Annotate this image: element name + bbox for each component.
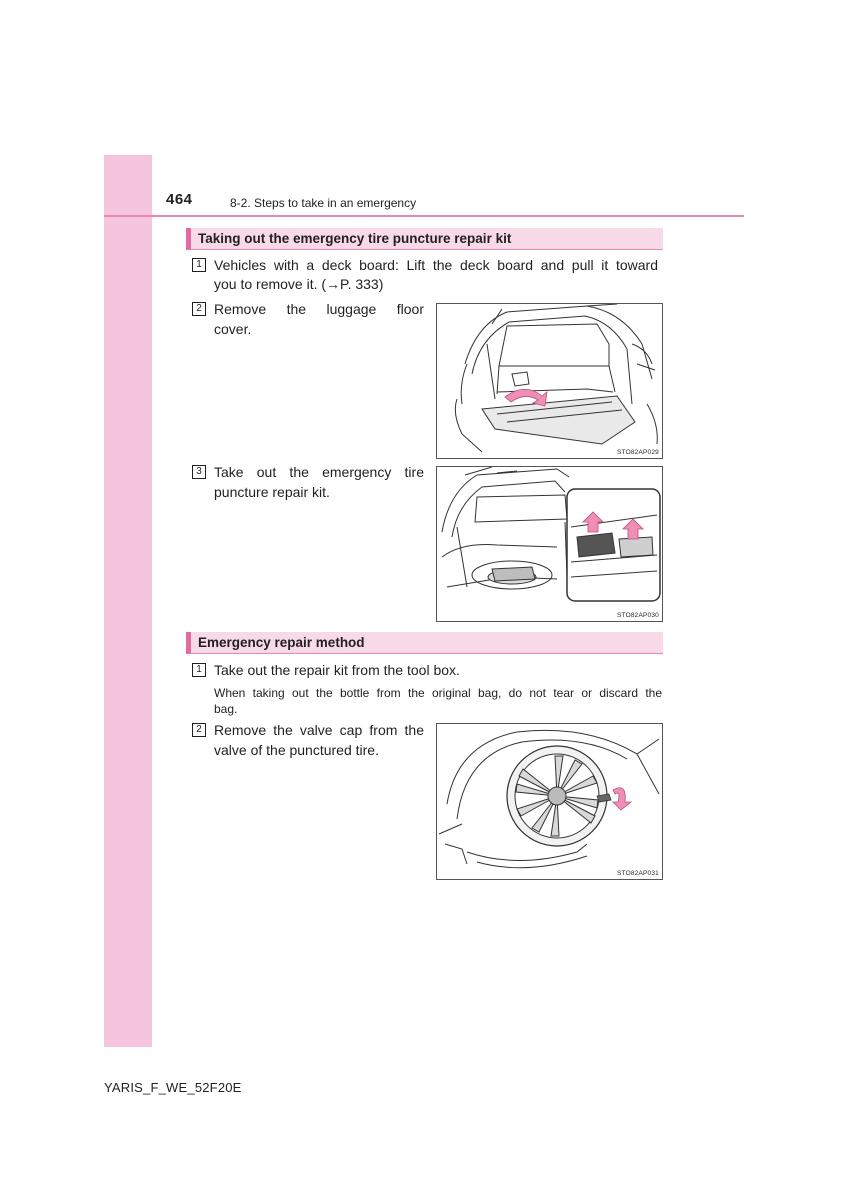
section-heading-emergency-repair	[186, 632, 663, 654]
figure-repair-kit-removal	[436, 466, 663, 622]
step-number: 3	[192, 465, 206, 479]
step-text: Take out the repair kit from the tool box.	[214, 662, 460, 678]
step-text: Remove the valve cap from the	[214, 722, 424, 738]
figure-luggage-floor-cover	[436, 303, 663, 459]
section-heading-repair-kit	[186, 228, 663, 250]
step-note: When taking out the bottle from the original bag, do not tear or discard the	[214, 686, 662, 700]
step-text: Remove the luggage floor	[214, 301, 424, 317]
step-number: 2	[192, 723, 206, 737]
figure-valve-cap	[436, 723, 663, 880]
page-number: 464	[166, 191, 193, 208]
rotate-arrow-icon	[613, 788, 631, 810]
header-rule	[104, 215, 744, 217]
figure-code: STO82AP030	[617, 612, 659, 619]
chapter-sidebar-tab	[104, 155, 152, 1047]
section-title: Taking out the emergency tire puncture repair kit	[198, 231, 512, 246]
step-number: 2	[192, 302, 206, 316]
step-text: cover.	[214, 321, 252, 337]
repair-kit-illustration	[437, 467, 664, 623]
footer-model-code: YARIS_F_WE_52F20E	[104, 1080, 242, 1095]
step-text: Vehicles with a deck board: Lift the deck board and pull it toward	[214, 257, 658, 273]
valve-cap-illustration	[437, 724, 664, 881]
step-text: you to remove it. (→P. 333)	[214, 276, 384, 292]
step-text: puncture repair kit.	[214, 484, 330, 500]
section-title: Emergency repair method	[198, 635, 365, 650]
breadcrumb: 8-2. Steps to take in an emergency	[230, 196, 417, 210]
step-number: 1	[192, 663, 206, 677]
step-number: 1	[192, 258, 206, 272]
step-text: valve of the punctured tire.	[214, 742, 379, 758]
step-text: Take out the emergency tire	[214, 464, 424, 480]
luggage-cover-illustration	[437, 304, 664, 460]
step-note: bag.	[214, 702, 238, 716]
figure-code: STO82AP031	[617, 870, 659, 877]
figure-code: STO82AP029	[617, 449, 659, 456]
